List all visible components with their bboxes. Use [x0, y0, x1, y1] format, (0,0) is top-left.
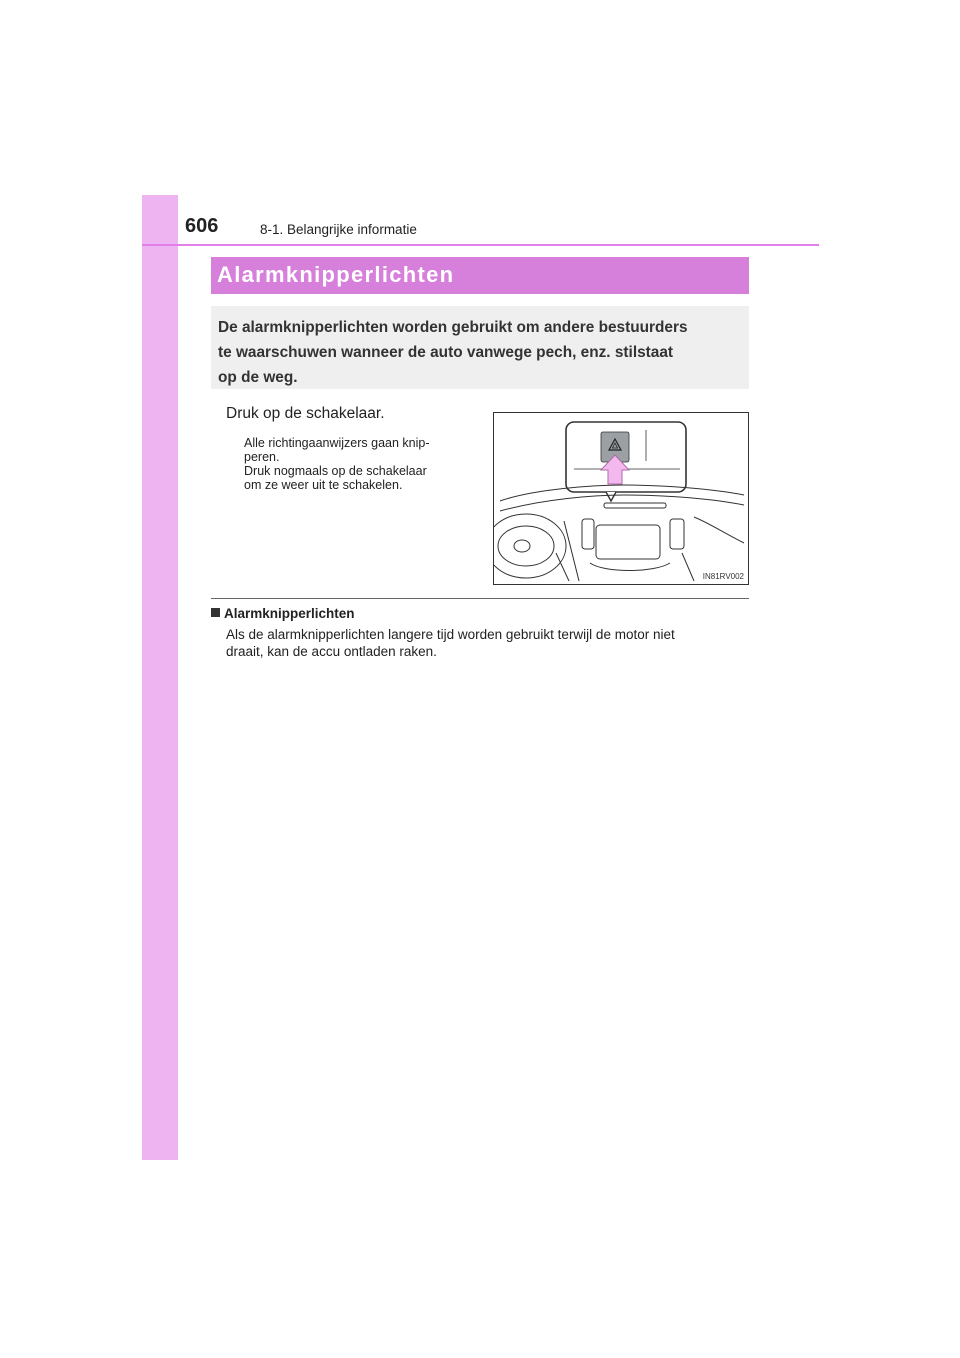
dashboard-illustration — [493, 412, 749, 585]
step-line: om ze weer uit te schakelen. — [244, 478, 403, 492]
page-number: 606 — [185, 215, 219, 237]
intro-line: op de weg. — [218, 369, 298, 386]
intro-line: De alarmknipperlichten worden gebruikt om andere bestuurders — [218, 319, 688, 336]
step-line: Alle richtingaanwijzers gaan knip- — [244, 436, 430, 450]
section-separator — [211, 598, 749, 599]
note-body — [226, 626, 748, 660]
step-line: Druk nogmaals op de schakelaar — [244, 464, 427, 478]
intro-line: te waarschuwen wanneer de auto vanwege pech, enz. stilstaat — [218, 344, 674, 361]
square-bullet-icon — [211, 608, 220, 617]
step-line: peren. — [244, 450, 280, 464]
section-title-bar — [211, 257, 749, 294]
intro-box — [211, 306, 749, 389]
chapter-title: 8-1. Belangrijke informatie — [260, 222, 417, 237]
chapter-side-tab — [142, 195, 178, 1160]
figure-code: IN81RV002 — [702, 572, 744, 581]
dashboard-drawing — [494, 413, 748, 584]
step-description — [244, 436, 476, 492]
note-heading-text: Alarmknipperlichten — [224, 606, 355, 621]
section-title: Alarmknipperlichten — [217, 262, 455, 287]
step-title: Druk op de schakelaar. — [226, 405, 385, 422]
note-line: Als de alarmknipperlichten langere tijd worden gebruikt terwijl de motor niet — [226, 627, 675, 642]
note-line: draait, kan de accu ontladen raken. — [226, 644, 437, 659]
header-rule — [142, 244, 819, 246]
note-heading — [211, 606, 355, 621]
